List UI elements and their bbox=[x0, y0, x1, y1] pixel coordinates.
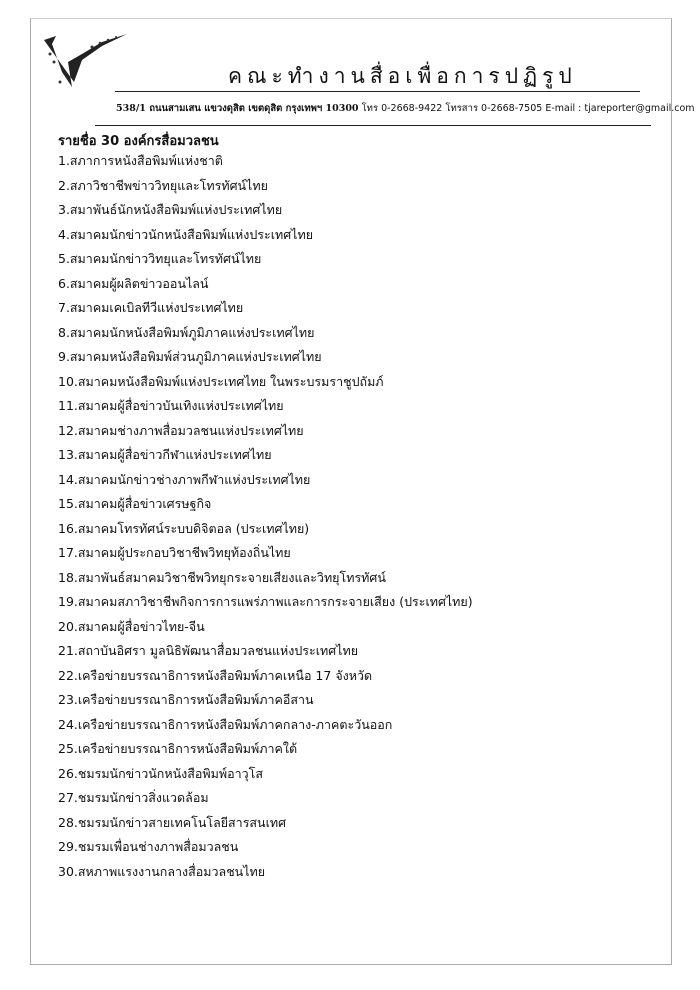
list-item: 30.สหภาพแรงงานกลางสื่อมวลชนไทย bbox=[58, 863, 266, 879]
list-item: 29.ชมรมเพื่อนช่างภาพสื่อมวลชน bbox=[58, 839, 239, 854]
list-item: 3.สมาพันธ์นักหนังสือพิมพ์แห่งประเทศไทย bbox=[58, 202, 283, 217]
list-item: 16.สมาคมโทรทัศน์ระบบดิจิตอล (ประเทศไทย) bbox=[58, 520, 310, 536]
list-item: 12.สมาคมช่างภาพสื่อมวลชนแห่งประเทศไทย bbox=[58, 422, 304, 438]
list-item: 22.เครือข่ายบรรณาธิการหนังสือพิมพ์ภาคเหนือ 17 จังหวัด bbox=[58, 667, 373, 683]
list-item: 19.สมาคมสภาวิชาชีพกิจการการแพร่ภาพและการกระจายเสียง (ประเทศไทย) bbox=[58, 594, 473, 609]
email: E-mail : tjareporter@gmail.com bbox=[545, 103, 695, 114]
organization-list bbox=[58, 152, 473, 887]
header-divider-2 bbox=[95, 125, 651, 126]
list-item: 9.สมาคมหนังสือพิมพ์ส่วนภูมิภาคแห่งประเทศไทย bbox=[58, 349, 322, 364]
header-divider bbox=[115, 91, 640, 92]
list-item: 27.ชมรมนักข่าวสิ่งแวดล้อม bbox=[58, 790, 209, 805]
list-item: 17.สมาคมผู้ประกอบวิชาชีพวิทยุท้องถิ่นไทย bbox=[58, 545, 291, 560]
list-item: 25.เครือข่ายบรรณาธิการหนังสือพิมพ์ภาคใต้ bbox=[58, 741, 298, 756]
list-item: 15.สมาคมผู้สื่อข่าวเศรษฐกิจ bbox=[58, 496, 212, 511]
list-item: 1.สภาการหนังสือพิมพ์แห่งชาติ bbox=[58, 153, 223, 168]
list-item: 23.เครือข่ายบรรณาธิการหนังสือพิมพ์ภาคอีสาน bbox=[58, 692, 314, 707]
contact-info bbox=[116, 101, 695, 116]
list-item: 10.สมาคมหนังสือพิมพ์แห่งประเทศไทย ในพระบรมราชูปถัมภ์ bbox=[58, 373, 384, 389]
list-item: 8.สมาคมนักหนังสือพิมพ์ภูมิภาคแห่งประเทศไทย bbox=[58, 324, 315, 340]
organization-title: คณะทำงานสื่อเพื่อการปฏิรูป bbox=[228, 64, 577, 88]
address: 538/1 ถนนสามเสน แขวงดุสิต เขตดุสิต กรุงเทพฯ 10300 bbox=[116, 103, 359, 114]
list-item: 14.สมาคมนักข่าวช่างภาพกีฬาแห่งประเทศไทย bbox=[58, 471, 311, 487]
list-item: 26.ชมรมนักข่าวนักหนังสือพิมพ์อาวุโส bbox=[58, 765, 263, 781]
bird-flock-logo-icon bbox=[42, 32, 132, 92]
list-item: 20.สมาคมผู้สื่อข่าวไทย-จีน bbox=[58, 618, 205, 634]
list-item: 11.สมาคมผู้สื่อข่าวบันเทิงแห่งประเทศไทย bbox=[58, 398, 284, 413]
list-item: 24.เครือข่ายบรรณาธิการหนังสือพิมพ์ภาคกลาง-ภาคตะวันออก bbox=[58, 716, 393, 732]
list-item: 13.สมาคมผู้สื่อข่าวกีฬาแห่งประเทศไทย bbox=[58, 447, 272, 462]
list-item: 21.สถาบันอิศรา มูลนิธิพัฒนาสื่อมวลชนแห่งประเทศไทย bbox=[58, 643, 359, 658]
list-item: 2.สภาวิชาชีพข่าววิทยุและโทรทัศน์ไทย bbox=[58, 177, 268, 193]
list-heading: รายชื่อ 30 องค์กรสื่อมวลชน bbox=[58, 134, 219, 149]
list-item: 28.ชมรมนักข่าวสายเทคโนโลยีสารสนเทศ bbox=[58, 814, 287, 830]
list-item: 6.สมาคมผู้ผลิตข่าวออนไลน์ bbox=[58, 275, 209, 291]
list-item: 18.สมาพันธ์สมาคมวิชาชีพวิทยุกระจายเสียงและวิทยุโทรทัศน์ bbox=[58, 569, 386, 585]
list-item: 7.สมาคมเคเบิลทีวีแห่งประเทศไทย bbox=[58, 300, 244, 315]
list-item: 5.สมาคมนักข่าววิทยุและโทรทัศน์ไทย bbox=[58, 251, 262, 266]
phone: โทร 0-2668-9422 โทรสาร 0-2668-7505 bbox=[361, 103, 543, 114]
list-item: 4.สมาคมนักข่าวนักหนังสือพิมพ์แห่งประเทศไทย bbox=[58, 226, 314, 242]
